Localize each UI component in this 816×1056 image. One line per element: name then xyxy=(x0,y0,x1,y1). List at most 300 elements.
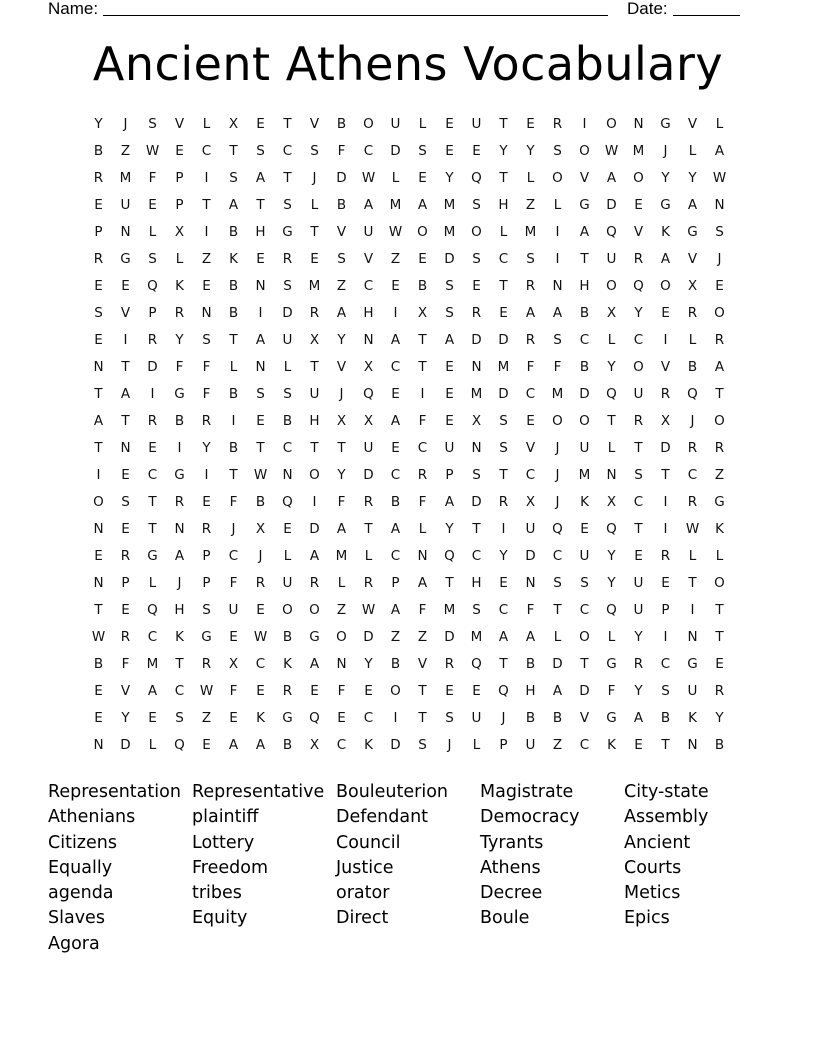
grid-letter[interactable]: F xyxy=(121,656,130,672)
grid-letter[interactable]: W xyxy=(361,170,376,186)
grid-letter[interactable]: T xyxy=(418,710,427,726)
grid-letter[interactable]: E xyxy=(310,683,319,699)
grid-letter[interactable]: W xyxy=(604,143,619,159)
grid-letter[interactable]: R xyxy=(309,575,320,591)
grid-letter[interactable]: W xyxy=(361,602,376,618)
grid-letter[interactable]: G xyxy=(201,629,212,645)
grid-letter[interactable]: C xyxy=(579,332,590,348)
grid-letter[interactable]: Q xyxy=(606,602,617,618)
grid-letter[interactable]: Q xyxy=(174,737,185,753)
grid-letter[interactable]: O xyxy=(309,602,320,618)
grid-letter[interactable]: T xyxy=(175,656,184,672)
grid-letter[interactable]: V xyxy=(120,683,131,699)
grid-letter[interactable]: D xyxy=(444,629,455,645)
grid-letter[interactable]: Q xyxy=(147,278,158,294)
grid-letter[interactable]: E xyxy=(445,413,454,429)
grid-letter[interactable]: N xyxy=(120,224,131,240)
grid-letter[interactable]: S xyxy=(283,386,292,402)
name-blank-line[interactable] xyxy=(103,0,608,16)
grid-letter[interactable]: R xyxy=(282,683,293,699)
grid-letter[interactable]: U xyxy=(525,737,536,753)
grid-letter[interactable]: Y xyxy=(607,359,616,375)
grid-letter[interactable]: Z xyxy=(552,737,563,753)
grid-letter[interactable]: V xyxy=(579,710,590,726)
grid-letter[interactable]: B xyxy=(525,710,536,726)
grid-letter[interactable]: Y xyxy=(499,548,508,564)
grid-letter[interactable]: W xyxy=(199,683,214,699)
grid-letter[interactable]: P xyxy=(202,575,211,591)
grid-letter[interactable]: P xyxy=(391,575,400,591)
grid-letter[interactable]: M xyxy=(470,629,483,645)
grid-letter[interactable]: M xyxy=(389,197,402,213)
grid-letter[interactable]: E xyxy=(121,602,130,618)
grid-letter[interactable]: C xyxy=(228,548,239,564)
grid-letter[interactable]: Q xyxy=(498,683,509,699)
grid-letter[interactable]: T xyxy=(310,440,319,456)
grid-letter[interactable]: S xyxy=(256,143,265,159)
grid-letter[interactable]: X xyxy=(228,656,239,672)
grid-letter[interactable]: N xyxy=(120,440,131,456)
grid-letter[interactable]: C xyxy=(633,494,644,510)
grid-letter[interactable]: I xyxy=(663,521,668,537)
grid-letter[interactable]: N xyxy=(363,332,374,348)
grid-letter[interactable]: Q xyxy=(471,170,482,186)
grid-letter[interactable]: H xyxy=(255,224,266,240)
grid-letter[interactable]: J xyxy=(447,737,452,753)
grid-letter[interactable]: Y xyxy=(607,575,616,591)
grid-letter[interactable]: W xyxy=(712,170,727,186)
grid-letter[interactable]: W xyxy=(91,629,106,645)
grid-letter[interactable]: P xyxy=(148,305,157,321)
grid-letter[interactable]: N xyxy=(471,440,482,456)
grid-letter[interactable]: E xyxy=(445,683,454,699)
grid-letter[interactable]: X xyxy=(660,413,671,429)
grid-letter[interactable]: O xyxy=(579,413,590,429)
grid-letter[interactable]: T xyxy=(121,359,130,375)
grid-letter[interactable]: M xyxy=(524,224,537,240)
grid-letter[interactable]: D xyxy=(309,521,320,537)
grid-letter[interactable]: T xyxy=(256,440,265,456)
grid-letter[interactable]: L xyxy=(418,521,427,537)
grid-letter[interactable]: J xyxy=(339,386,344,402)
grid-letter[interactable]: R xyxy=(363,494,374,510)
grid-letter[interactable]: D xyxy=(498,386,509,402)
grid-letter[interactable]: Y xyxy=(175,332,184,348)
grid-letter[interactable]: S xyxy=(337,251,346,267)
grid-letter[interactable]: R xyxy=(417,467,428,483)
grid-letter[interactable]: P xyxy=(499,737,508,753)
grid-letter[interactable]: Z xyxy=(390,251,401,267)
grid-letter[interactable]: O xyxy=(660,278,671,294)
grid-letter[interactable]: X xyxy=(363,413,374,429)
grid-letter[interactable]: T xyxy=(688,575,697,591)
grid-letter[interactable]: X xyxy=(255,521,266,537)
grid-letter[interactable]: Q xyxy=(309,710,320,726)
grid-letter[interactable]: O xyxy=(336,629,347,645)
grid-letter[interactable]: S xyxy=(634,467,643,483)
grid-letter[interactable]: D xyxy=(147,359,158,375)
grid-letter[interactable]: Y xyxy=(445,521,454,537)
grid-letter[interactable]: U xyxy=(525,521,536,537)
grid-letter[interactable]: G xyxy=(687,656,698,672)
grid-letter[interactable]: Y xyxy=(526,143,535,159)
grid-letter[interactable]: U xyxy=(606,251,617,267)
grid-letter[interactable]: K xyxy=(607,737,616,753)
grid-letter[interactable]: E xyxy=(634,737,643,753)
grid-letter[interactable]: R xyxy=(498,494,509,510)
grid-letter[interactable]: A xyxy=(390,521,401,537)
grid-letter[interactable]: M xyxy=(443,602,456,618)
grid-letter[interactable]: X xyxy=(228,116,239,132)
grid-letter[interactable]: M xyxy=(470,386,483,402)
date-blank-line[interactable] xyxy=(673,0,740,16)
grid-letter[interactable]: B xyxy=(525,656,536,672)
grid-letter[interactable]: B xyxy=(228,278,239,294)
grid-letter[interactable]: W xyxy=(253,629,268,645)
grid-letter[interactable]: Q xyxy=(633,278,644,294)
grid-letter[interactable]: D xyxy=(282,305,293,321)
grid-letter[interactable]: Y xyxy=(607,548,616,564)
grid-letter[interactable]: J xyxy=(231,521,236,537)
grid-letter[interactable]: O xyxy=(363,116,374,132)
grid-letter[interactable]: I xyxy=(501,521,506,537)
grid-letter[interactable]: U xyxy=(444,440,455,456)
grid-letter[interactable]: I xyxy=(393,305,398,321)
grid-letter[interactable]: I xyxy=(393,710,398,726)
grid-letter[interactable]: J xyxy=(312,170,317,186)
grid-letter[interactable]: D xyxy=(120,737,131,753)
grid-letter[interactable]: Y xyxy=(337,467,346,483)
grid-letter[interactable]: J xyxy=(177,575,182,591)
grid-letter[interactable]: A xyxy=(525,629,536,645)
grid-letter[interactable]: S xyxy=(94,305,103,321)
grid-letter[interactable]: S xyxy=(418,143,427,159)
grid-letter[interactable]: R xyxy=(201,656,212,672)
grid-letter[interactable]: B xyxy=(336,116,347,132)
grid-letter[interactable]: G xyxy=(579,197,590,213)
grid-letter[interactable]: C xyxy=(471,548,482,564)
grid-letter[interactable]: C xyxy=(363,278,374,294)
grid-letter[interactable]: J xyxy=(663,143,668,159)
grid-letter[interactable]: F xyxy=(202,386,211,402)
grid-letter[interactable]: W xyxy=(388,224,403,240)
grid-letter[interactable]: R xyxy=(633,251,644,267)
grid-letter[interactable]: U xyxy=(471,710,482,726)
grid-letter[interactable]: R xyxy=(363,575,374,591)
grid-letter[interactable]: R xyxy=(147,413,158,429)
grid-letter[interactable]: E xyxy=(499,575,508,591)
grid-letter[interactable]: Y xyxy=(121,710,130,726)
grid-letter[interactable]: E xyxy=(121,521,130,537)
grid-letter[interactable]: N xyxy=(471,359,482,375)
grid-letter[interactable]: L xyxy=(310,197,319,213)
grid-letter[interactable]: G xyxy=(660,197,671,213)
grid-letter[interactable]: F xyxy=(175,359,184,375)
grid-letter[interactable]: D xyxy=(390,143,401,159)
grid-letter[interactable]: F xyxy=(337,494,346,510)
grid-letter[interactable]: U xyxy=(633,575,644,591)
grid-letter[interactable]: Z xyxy=(390,629,401,645)
grid-letter[interactable]: N xyxy=(417,548,428,564)
grid-letter[interactable]: X xyxy=(174,224,185,240)
grid-letter[interactable]: O xyxy=(606,116,617,132)
grid-letter[interactable]: J xyxy=(258,548,263,564)
grid-letter[interactable]: Q xyxy=(606,521,617,537)
grid-letter[interactable]: L xyxy=(202,116,211,132)
grid-letter[interactable]: E xyxy=(94,683,103,699)
grid-letter[interactable]: T xyxy=(148,494,157,510)
grid-letter[interactable]: E xyxy=(256,602,265,618)
grid-letter[interactable]: H xyxy=(498,197,509,213)
grid-letter[interactable]: L xyxy=(607,629,616,645)
grid-letter[interactable]: E xyxy=(283,521,292,537)
grid-letter[interactable]: O xyxy=(633,359,644,375)
grid-letter[interactable]: W xyxy=(253,467,268,483)
grid-letter[interactable]: N xyxy=(525,575,536,591)
grid-letter[interactable]: T xyxy=(364,521,373,537)
grid-letter[interactable]: B xyxy=(579,305,590,321)
grid-letter[interactable]: E xyxy=(661,575,670,591)
grid-letter[interactable]: T xyxy=(634,440,643,456)
grid-letter[interactable]: C xyxy=(174,683,185,699)
grid-letter[interactable]: A xyxy=(147,683,158,699)
grid-letter[interactable]: O xyxy=(579,143,590,159)
grid-letter[interactable]: Z xyxy=(714,467,725,483)
grid-letter[interactable]: O xyxy=(552,413,563,429)
grid-letter[interactable]: A xyxy=(336,521,347,537)
grid-letter[interactable]: Q xyxy=(147,602,158,618)
grid-letter[interactable]: V xyxy=(336,224,347,240)
grid-letter[interactable]: I xyxy=(420,386,425,402)
grid-letter[interactable]: M xyxy=(551,386,564,402)
grid-letter[interactable]: J xyxy=(555,467,560,483)
grid-letter[interactable]: E xyxy=(202,494,211,510)
grid-letter[interactable]: E xyxy=(391,278,400,294)
grid-letter[interactable]: N xyxy=(282,467,293,483)
grid-letter[interactable]: A xyxy=(714,143,725,159)
grid-letter[interactable]: F xyxy=(418,413,427,429)
grid-letter[interactable]: B xyxy=(660,710,671,726)
grid-letter[interactable]: R xyxy=(147,332,158,348)
grid-letter[interactable]: V xyxy=(660,359,671,375)
grid-letter[interactable]: T xyxy=(229,143,238,159)
grid-letter[interactable]: Q xyxy=(471,656,482,672)
grid-letter[interactable]: R xyxy=(444,656,455,672)
grid-letter[interactable]: H xyxy=(309,413,320,429)
grid-letter[interactable]: A xyxy=(444,494,455,510)
grid-letter[interactable]: D xyxy=(444,251,455,267)
grid-letter[interactable]: B xyxy=(552,710,563,726)
grid-letter[interactable]: O xyxy=(714,575,725,591)
grid-letter[interactable]: C xyxy=(579,737,590,753)
grid-letter[interactable]: T xyxy=(715,386,724,402)
grid-letter[interactable]: B xyxy=(417,278,428,294)
grid-letter[interactable]: M xyxy=(443,224,456,240)
grid-letter[interactable]: V xyxy=(579,170,590,186)
grid-letter[interactable]: N xyxy=(93,737,104,753)
grid-letter[interactable]: B xyxy=(687,359,698,375)
grid-letter[interactable]: N xyxy=(606,467,617,483)
grid-letter[interactable]: E xyxy=(634,197,643,213)
grid-letter[interactable]: U xyxy=(579,548,590,564)
grid-letter[interactable]: L xyxy=(418,116,427,132)
grid-letter[interactable]: S xyxy=(472,602,481,618)
grid-letter[interactable]: L xyxy=(553,197,562,213)
grid-letter[interactable]: I xyxy=(663,629,668,645)
grid-letter[interactable]: G xyxy=(147,548,158,564)
grid-letter[interactable]: Q xyxy=(606,224,617,240)
grid-letter[interactable]: A xyxy=(660,251,671,267)
grid-letter[interactable]: C xyxy=(363,143,374,159)
grid-letter[interactable]: R xyxy=(687,305,698,321)
grid-letter[interactable]: X xyxy=(309,737,320,753)
grid-letter[interactable]: D xyxy=(336,170,347,186)
grid-letter[interactable]: R xyxy=(687,440,698,456)
grid-letter[interactable]: F xyxy=(526,359,535,375)
grid-letter[interactable]: O xyxy=(714,413,725,429)
grid-letter[interactable]: O xyxy=(471,224,482,240)
grid-letter[interactable]: Y xyxy=(94,116,103,132)
grid-letter[interactable]: B xyxy=(228,440,239,456)
grid-letter[interactable]: K xyxy=(175,278,184,294)
grid-letter[interactable]: N xyxy=(93,521,104,537)
grid-letter[interactable]: L xyxy=(553,629,562,645)
grid-letter[interactable]: N xyxy=(93,359,104,375)
grid-letter[interactable]: I xyxy=(663,494,668,510)
grid-letter[interactable]: X xyxy=(687,278,698,294)
grid-letter[interactable]: B xyxy=(93,656,104,672)
grid-letter[interactable]: T xyxy=(94,602,103,618)
grid-letter[interactable]: E xyxy=(472,143,481,159)
grid-letter[interactable]: F xyxy=(337,683,346,699)
grid-letter[interactable]: I xyxy=(177,440,182,456)
grid-letter[interactable]: L xyxy=(229,359,238,375)
grid-letter[interactable]: L xyxy=(364,548,373,564)
grid-letter[interactable]: M xyxy=(119,170,132,186)
grid-letter[interactable]: A xyxy=(552,305,563,321)
grid-letter[interactable]: B xyxy=(255,494,266,510)
grid-letter[interactable]: F xyxy=(229,683,238,699)
grid-letter[interactable]: A xyxy=(336,305,347,321)
grid-letter[interactable]: X xyxy=(525,494,536,510)
grid-letter[interactable]: R xyxy=(714,683,725,699)
grid-letter[interactable]: Y xyxy=(634,629,643,645)
grid-letter[interactable]: P xyxy=(661,602,670,618)
grid-letter[interactable]: E xyxy=(445,359,454,375)
grid-letter[interactable]: N xyxy=(336,656,347,672)
grid-letter[interactable]: B xyxy=(228,305,239,321)
grid-letter[interactable]: E xyxy=(94,710,103,726)
grid-letter[interactable]: R xyxy=(660,548,671,564)
grid-letter[interactable]: S xyxy=(445,278,454,294)
grid-letter[interactable]: K xyxy=(283,656,292,672)
grid-letter[interactable]: P xyxy=(445,467,454,483)
grid-letter[interactable]: S xyxy=(283,197,292,213)
grid-letter[interactable]: Y xyxy=(337,332,346,348)
grid-letter[interactable]: D xyxy=(363,629,374,645)
grid-letter[interactable]: O xyxy=(417,224,428,240)
grid-letter[interactable]: G xyxy=(606,656,617,672)
grid-letter[interactable]: T xyxy=(283,170,292,186)
grid-letter[interactable]: Z xyxy=(417,629,428,645)
grid-letter[interactable]: L xyxy=(283,548,292,564)
grid-letter[interactable]: E xyxy=(256,683,265,699)
grid-letter[interactable]: R xyxy=(714,332,725,348)
grid-letter[interactable]: M xyxy=(335,548,348,564)
grid-letter[interactable]: T xyxy=(580,251,589,267)
grid-letter[interactable]: L xyxy=(715,116,724,132)
grid-letter[interactable]: Z xyxy=(120,143,131,159)
grid-letter[interactable]: A xyxy=(309,656,320,672)
grid-letter[interactable]: R xyxy=(282,251,293,267)
grid-letter[interactable]: B xyxy=(390,494,401,510)
grid-letter[interactable]: N xyxy=(552,278,563,294)
grid-letter[interactable]: E xyxy=(121,467,130,483)
grid-letter[interactable]: Y xyxy=(499,143,508,159)
grid-letter[interactable]: S xyxy=(526,251,535,267)
grid-letter[interactable]: R xyxy=(633,656,644,672)
grid-letter[interactable]: T xyxy=(553,602,562,618)
grid-letter[interactable]: E xyxy=(94,332,103,348)
grid-letter[interactable]: L xyxy=(526,170,535,186)
grid-letter[interactable]: E xyxy=(580,521,589,537)
grid-letter[interactable]: N xyxy=(633,116,644,132)
grid-letter[interactable]: L xyxy=(715,548,724,564)
grid-letter[interactable]: A xyxy=(552,683,563,699)
grid-letter[interactable]: T xyxy=(229,467,238,483)
grid-letter[interactable]: Y xyxy=(634,305,643,321)
grid-letter[interactable]: H xyxy=(363,305,374,321)
grid-letter[interactable]: Q xyxy=(687,386,698,402)
grid-letter[interactable]: R xyxy=(633,413,644,429)
grid-letter[interactable]: C xyxy=(633,332,644,348)
grid-letter[interactable]: V xyxy=(309,116,320,132)
grid-letter[interactable]: T xyxy=(499,278,508,294)
grid-letter[interactable]: B xyxy=(579,359,590,375)
grid-letter[interactable]: Z xyxy=(201,710,212,726)
grid-letter[interactable]: T xyxy=(310,359,319,375)
grid-letter[interactable]: A xyxy=(255,332,266,348)
grid-letter[interactable]: G xyxy=(660,116,671,132)
grid-letter[interactable]: I xyxy=(555,251,560,267)
grid-letter[interactable]: I xyxy=(96,467,101,483)
grid-letter[interactable]: S xyxy=(472,197,481,213)
grid-letter[interactable]: R xyxy=(174,494,185,510)
grid-letter[interactable]: S xyxy=(121,494,130,510)
grid-letter[interactable]: Q xyxy=(606,386,617,402)
grid-letter[interactable]: F xyxy=(418,494,427,510)
grid-letter[interactable]: T xyxy=(634,521,643,537)
grid-letter[interactable]: A xyxy=(498,629,509,645)
grid-letter[interactable]: G xyxy=(606,710,617,726)
grid-letter[interactable]: A xyxy=(633,710,644,726)
grid-letter[interactable]: S xyxy=(256,386,265,402)
grid-letter[interactable]: S xyxy=(229,170,238,186)
grid-letter[interactable]: C xyxy=(687,467,698,483)
grid-letter[interactable]: R xyxy=(714,440,725,456)
grid-letter[interactable]: S xyxy=(283,278,292,294)
grid-letter[interactable]: U xyxy=(633,602,644,618)
grid-letter[interactable]: U xyxy=(687,683,698,699)
grid-letter[interactable]: L xyxy=(148,575,157,591)
grid-letter[interactable]: D xyxy=(498,332,509,348)
grid-letter[interactable]: E xyxy=(256,116,265,132)
grid-letter[interactable]: J xyxy=(501,710,506,726)
grid-letter[interactable]: T xyxy=(715,629,724,645)
grid-letter[interactable]: E xyxy=(526,413,535,429)
grid-letter[interactable]: Q xyxy=(552,521,563,537)
grid-letter[interactable]: P xyxy=(121,575,130,591)
